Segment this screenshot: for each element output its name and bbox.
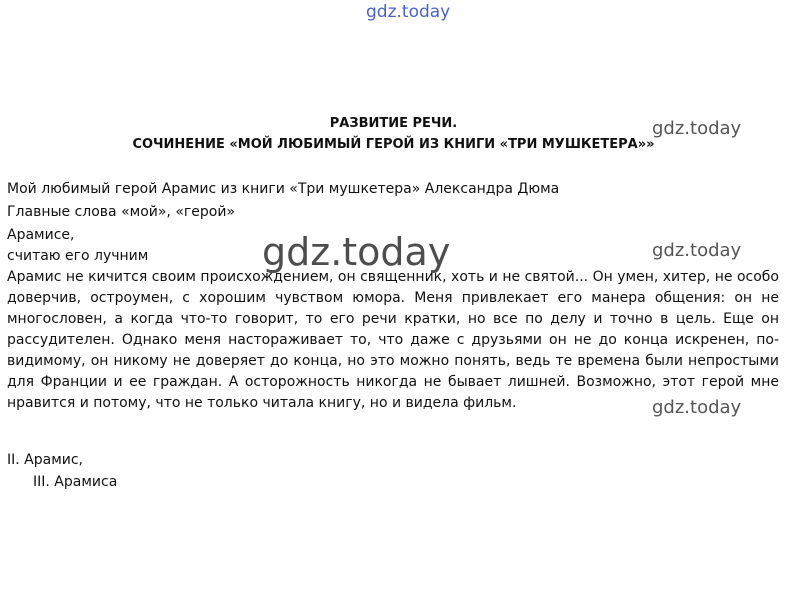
heading-line-2: СОЧИНЕНИЕ «МОЙ ЛЮБИМЫЙ ГЕРОЙ ИЗ КНИГИ «ТРИ МУШКЕТЕРА»» [132, 137, 655, 152]
body-line-4: считаю его лучним [7, 248, 149, 264]
body-line-3: Арамисе, [7, 227, 75, 243]
body-line-1: Мой любимый герой Арамис из книги «Три мушкетера» Александра Дюма [7, 181, 560, 197]
watermark-top: gdz.today [366, 2, 451, 22]
watermark-right-2: gdz.today [652, 240, 742, 261]
body-paragraph: Арамис не кичится своим происхождением, он священник, хоть и не святой... Он умен, хитер, не особо доверчив, остроумен, с хорошим чувством юмора. Меня привлекает его манера общения: он не многословен, а когда что-то говорит, то его речи кратки, но все по делу и точно в цель. Еще он рассудителен. Однако меня настораживает то, что даже с друзьями он не до конца искренен, по-видимому, он никому не доверяет до конца, но это можно понять, ведь те времена были непростыми для Франции и ее граждан. А осторожность никогда не бывает лишней. Возможно, этот герой мне нравится и потому, что не только читала книгу, но и видела фильм. [7, 269, 779, 411]
plan-item-2: II. Арамис, [7, 452, 84, 468]
heading-line-1: РАЗВИТИЕ РЕЧИ. [329, 116, 458, 131]
watermark-right-1: gdz.today [652, 118, 742, 139]
plan-item-3: III. Арамиса [33, 474, 118, 490]
watermark-right-3: gdz.today [652, 397, 742, 418]
body-line-2: Главные слова «мой», «герой» [7, 204, 235, 220]
watermark-center: gdz.today [262, 230, 451, 274]
